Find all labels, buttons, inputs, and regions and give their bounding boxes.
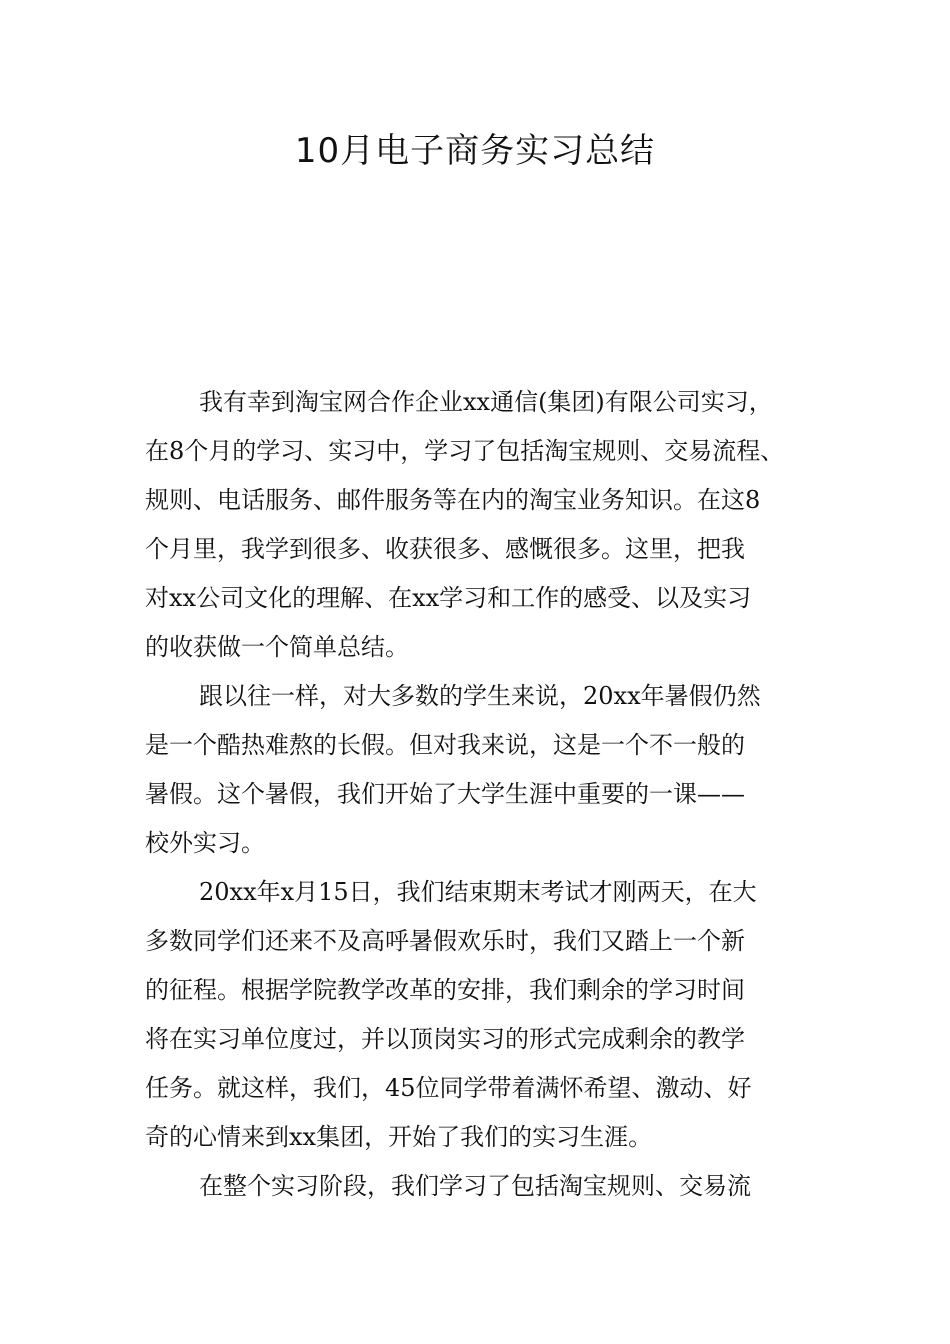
text-line: 规则、电话服务、邮件服务等在内的淘宝业务知识。在这8 [145,486,761,514]
text-line: 的征程。根据学院教学改革的安排，我们剩余的学习时间 [145,976,745,1004]
text-line: 暑假。这个暑假，我们开始了大学生涯中重要的一课—— [145,780,745,808]
text-line: 是一个酷热难熬的长假。但对我来说，这是一个不一般的 [145,731,745,759]
document-title: 10月电子商务实习总结 [294,131,656,171]
text-line: 校外实习。 [145,829,265,857]
text-line: 的收获做一个简单总结。 [145,633,409,661]
text-line: 在整个实习阶段，我们学习了包括淘宝规则、交易流 [199,1172,751,1200]
paragraph-2 [145,672,810,868]
text-line: 在8个月的学习、实习中，学习了包括淘宝规则、交易流程、 [145,437,785,465]
paragraph-1 [145,378,810,672]
text-line: 个月里，我学到很多、收获很多、感慨很多。这里，把我 [145,535,745,563]
document-body [145,378,810,1211]
paragraph-3 [145,868,810,1162]
text-line: 对xx公司文化的理解、在xx学习和工作的感受、以及实习 [145,584,752,612]
text-line: 将在实习单位度过，并以顶岗实习的形式完成剩余的教学 [145,1025,745,1053]
text-line: 20xx年x月15日，我们结束期末考试才刚两天，在大 [199,878,757,906]
text-line: 我有幸到淘宝网合作企业xx通信(集团)有限公司实习， [199,388,773,416]
paragraph-4 [145,1162,810,1211]
text-line: 任务。就这样，我们，45位同学带着满怀希望、激动、好 [145,1074,752,1102]
text-line: 跟以往一样，对大多数的学生来说，20xx年暑假仍然 [199,682,761,710]
text-line: 奇的心情来到xx集团，开始了我们的实习生涯。 [145,1123,653,1151]
text-line: 多数同学们还来不及高呼暑假欢乐时，我们又踏上一个新 [145,927,745,955]
